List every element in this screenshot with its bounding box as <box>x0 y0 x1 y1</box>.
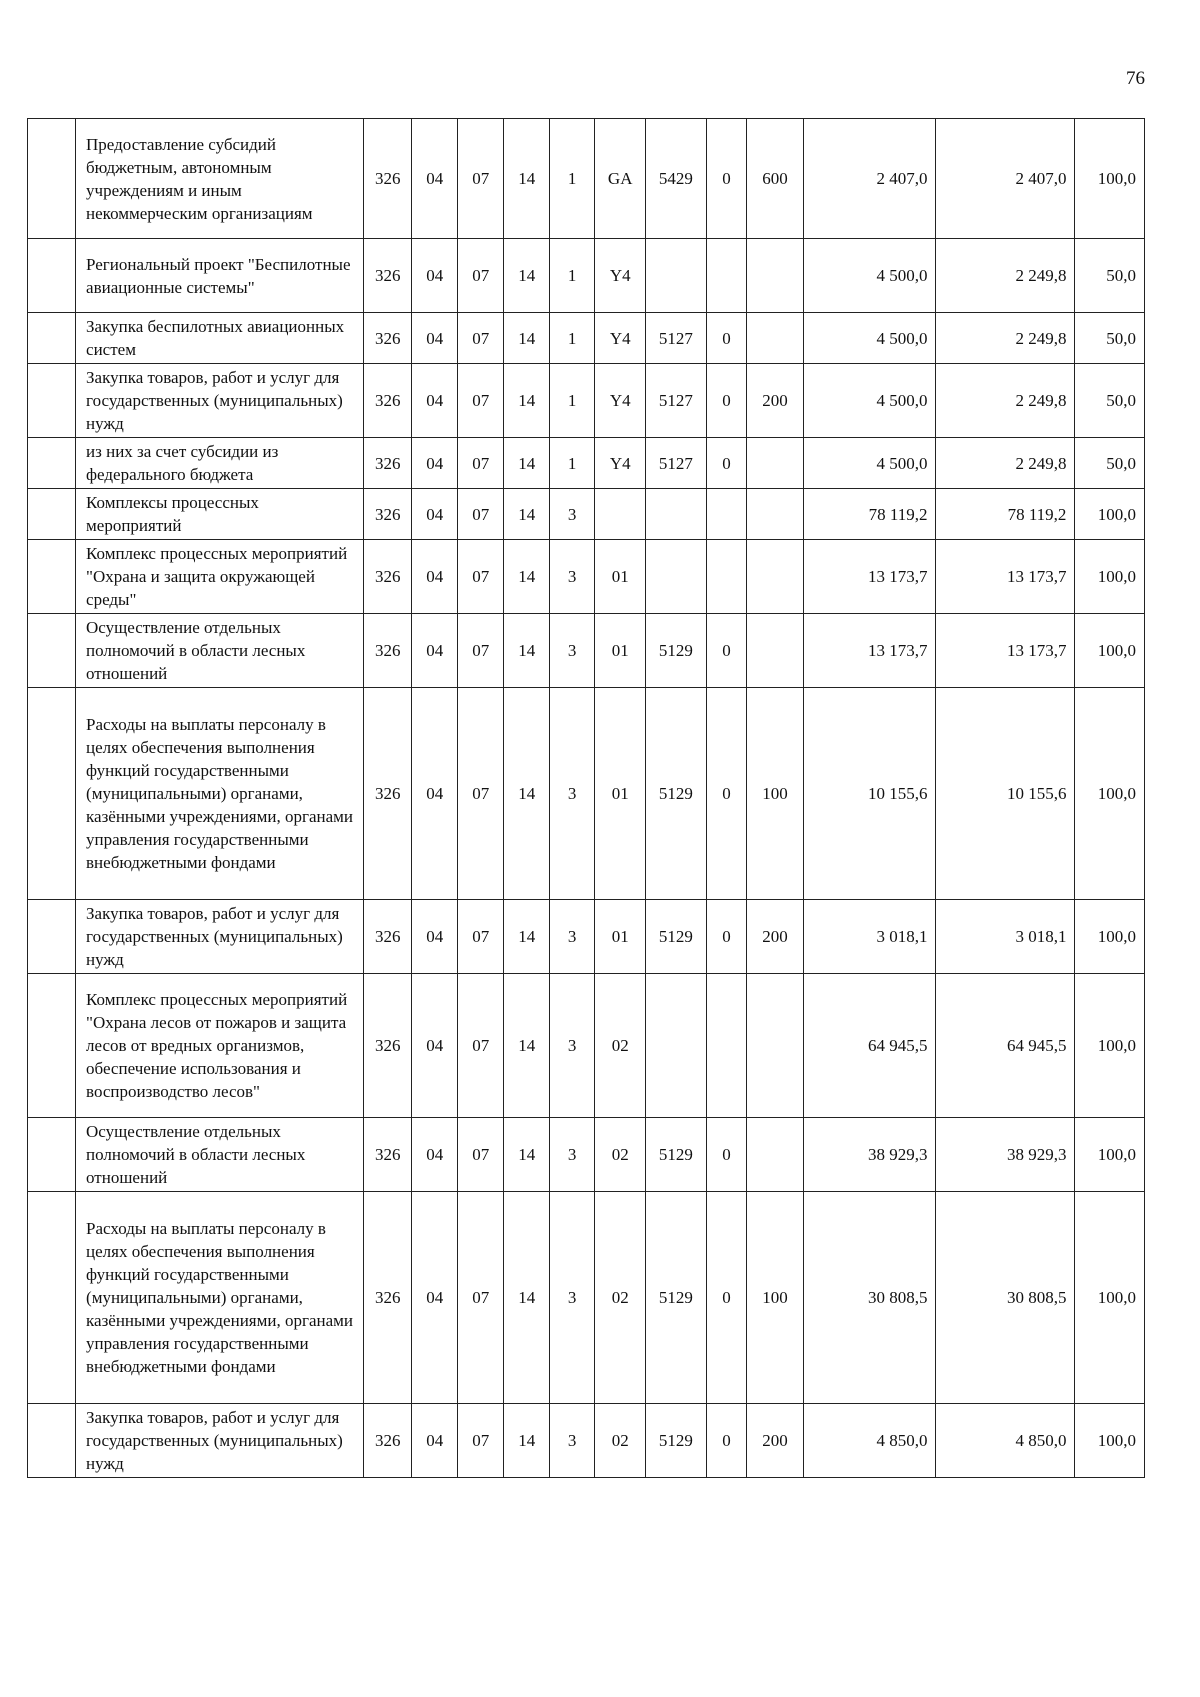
actual-amount-cell: 30 808,5 <box>936 1192 1075 1404</box>
actual-amount-cell: 38 929,3 <box>936 1118 1075 1192</box>
type-cell: 0 <box>706 1118 747 1192</box>
row-name: Предоставление субсидий бюджетным, автономным учреждениям и иным некоммерческим организациям <box>76 119 364 239</box>
project-cell: Y4 <box>595 313 646 364</box>
subsection-cell: 07 <box>458 364 504 438</box>
expense-code-cell: 5129 <box>646 1118 706 1192</box>
actual-amount-cell: 78 119,2 <box>936 489 1075 540</box>
gr-code-cell: 326 <box>364 313 412 364</box>
vr-code-cell <box>747 974 803 1118</box>
type-cell: 0 <box>706 313 747 364</box>
section-cell: 04 <box>412 313 458 364</box>
percent-cell: 100,0 <box>1075 119 1145 239</box>
project-cell: 02 <box>595 1192 646 1404</box>
row-number-cell <box>28 900 76 974</box>
type-cell <box>706 239 747 313</box>
planned-amount-cell: 13 173,7 <box>803 540 936 614</box>
gr-code-cell: 326 <box>364 239 412 313</box>
expense-code-cell: 5429 <box>646 119 706 239</box>
expense-code-cell: 5129 <box>646 1192 706 1404</box>
project-cell: 02 <box>595 1118 646 1192</box>
planned-amount-cell: 64 945,5 <box>803 974 936 1118</box>
planned-amount-cell: 4 500,0 <box>803 364 936 438</box>
vr-code-cell <box>747 489 803 540</box>
vr-code-cell: 100 <box>747 688 803 900</box>
expense-code-cell: 5129 <box>646 900 706 974</box>
budget-table <box>27 118 1145 1478</box>
subsection-cell: 07 <box>458 540 504 614</box>
section-cell: 04 <box>412 1192 458 1404</box>
program-cell: 14 <box>504 1192 550 1404</box>
type-cell: 0 <box>706 614 747 688</box>
subsection-cell: 07 <box>458 1192 504 1404</box>
vr-code-cell <box>747 540 803 614</box>
type-cell <box>706 540 747 614</box>
table-row <box>28 239 1145 313</box>
planned-amount-cell: 13 173,7 <box>803 614 936 688</box>
planned-amount-cell: 10 155,6 <box>803 688 936 900</box>
program-cell: 14 <box>504 540 550 614</box>
section-cell: 04 <box>412 540 458 614</box>
subsection-cell: 07 <box>458 900 504 974</box>
table-row <box>28 438 1145 489</box>
actual-amount-cell: 2 249,8 <box>936 239 1075 313</box>
percent-cell: 50,0 <box>1075 239 1145 313</box>
subsection-cell: 07 <box>458 489 504 540</box>
gr-code-cell: 326 <box>364 1192 412 1404</box>
vr-code-cell <box>747 614 803 688</box>
actual-amount-cell: 13 173,7 <box>936 614 1075 688</box>
project-cell: 02 <box>595 1404 646 1478</box>
expense-code-cell <box>646 540 706 614</box>
row-name: Закупка беспилотных авиационных систем <box>76 313 364 364</box>
percent-cell: 50,0 <box>1075 364 1145 438</box>
vr-code-cell: 200 <box>747 364 803 438</box>
percent-cell: 100,0 <box>1075 1118 1145 1192</box>
page-number: 76 <box>1126 68 1145 89</box>
percent-cell: 50,0 <box>1075 438 1145 489</box>
actual-amount-cell: 10 155,6 <box>936 688 1075 900</box>
subsection-cell: 07 <box>458 239 504 313</box>
table-row <box>28 614 1145 688</box>
vr-code-cell: 200 <box>747 900 803 974</box>
direction-cell: 1 <box>550 438 595 489</box>
row-number-cell <box>28 119 76 239</box>
direction-cell: 3 <box>550 974 595 1118</box>
planned-amount-cell: 4 850,0 <box>803 1404 936 1478</box>
section-cell: 04 <box>412 119 458 239</box>
table-row <box>28 1404 1145 1478</box>
percent-cell: 100,0 <box>1075 489 1145 540</box>
row-number-cell <box>28 1404 76 1478</box>
planned-amount-cell: 38 929,3 <box>803 1118 936 1192</box>
planned-amount-cell: 4 500,0 <box>803 438 936 489</box>
table-row <box>28 1192 1145 1404</box>
expense-code-cell: 5129 <box>646 1404 706 1478</box>
row-number-cell <box>28 489 76 540</box>
table-row <box>28 900 1145 974</box>
percent-cell: 100,0 <box>1075 1404 1145 1478</box>
planned-amount-cell: 4 500,0 <box>803 313 936 364</box>
actual-amount-cell: 2 249,8 <box>936 438 1075 489</box>
project-cell: 01 <box>595 540 646 614</box>
direction-cell: 3 <box>550 540 595 614</box>
section-cell: 04 <box>412 900 458 974</box>
table-row <box>28 119 1145 239</box>
program-cell: 14 <box>504 489 550 540</box>
row-number-cell <box>28 313 76 364</box>
row-name: Комплексы процессных мероприятий <box>76 489 364 540</box>
actual-amount-cell: 2 407,0 <box>936 119 1075 239</box>
subsection-cell: 07 <box>458 1404 504 1478</box>
percent-cell: 100,0 <box>1075 540 1145 614</box>
section-cell: 04 <box>412 239 458 313</box>
project-cell: 02 <box>595 974 646 1118</box>
program-cell: 14 <box>504 119 550 239</box>
row-name: Осуществление отдельных полномочий в области лесных отношений <box>76 1118 364 1192</box>
vr-code-cell <box>747 313 803 364</box>
actual-amount-cell: 64 945,5 <box>936 974 1075 1118</box>
percent-cell: 50,0 <box>1075 313 1145 364</box>
vr-code-cell: 100 <box>747 1192 803 1404</box>
table-row <box>28 313 1145 364</box>
program-cell: 14 <box>504 1404 550 1478</box>
actual-amount-cell: 3 018,1 <box>936 900 1075 974</box>
section-cell: 04 <box>412 438 458 489</box>
gr-code-cell: 326 <box>364 688 412 900</box>
type-cell: 0 <box>706 1192 747 1404</box>
type-cell <box>706 489 747 540</box>
program-cell: 14 <box>504 239 550 313</box>
program-cell: 14 <box>504 1118 550 1192</box>
row-name: Комплекс процессных мероприятий "Охрана лесов от пожаров и защита лесов от вредных организмов, обеспечение использования и воспроизводство лесов" <box>76 974 364 1118</box>
row-name: Расходы на выплаты персоналу в целях обеспечения выполнения функций государственными (муниципальными) органами, казёнными учреждениями, органами управления государственными внебюджетными фондами <box>76 688 364 900</box>
section-cell: 04 <box>412 489 458 540</box>
direction-cell: 1 <box>550 313 595 364</box>
gr-code-cell: 326 <box>364 119 412 239</box>
direction-cell: 3 <box>550 900 595 974</box>
gr-code-cell: 326 <box>364 1404 412 1478</box>
row-number-cell <box>28 540 76 614</box>
subsection-cell: 07 <box>458 119 504 239</box>
direction-cell: 3 <box>550 688 595 900</box>
direction-cell: 3 <box>550 1118 595 1192</box>
subsection-cell: 07 <box>458 614 504 688</box>
expense-code-cell: 5127 <box>646 364 706 438</box>
row-number-cell <box>28 1192 76 1404</box>
vr-code-cell <box>747 1118 803 1192</box>
type-cell: 0 <box>706 364 747 438</box>
program-cell: 14 <box>504 900 550 974</box>
program-cell: 14 <box>504 438 550 489</box>
vr-code-cell <box>747 438 803 489</box>
gr-code-cell: 326 <box>364 614 412 688</box>
expense-code-cell: 5129 <box>646 614 706 688</box>
row-number-cell <box>28 974 76 1118</box>
planned-amount-cell: 4 500,0 <box>803 239 936 313</box>
table-row <box>28 974 1145 1118</box>
row-number-cell <box>28 688 76 900</box>
type-cell: 0 <box>706 900 747 974</box>
row-name: Комплекс процессных мероприятий "Охрана и защита окружающей среды" <box>76 540 364 614</box>
gr-code-cell: 326 <box>364 364 412 438</box>
table-row <box>28 688 1145 900</box>
row-number-cell <box>28 614 76 688</box>
expense-code-cell: 5127 <box>646 313 706 364</box>
expense-code-cell: 5127 <box>646 438 706 489</box>
section-cell: 04 <box>412 1404 458 1478</box>
subsection-cell: 07 <box>458 438 504 489</box>
type-cell <box>706 974 747 1118</box>
type-cell: 0 <box>706 1404 747 1478</box>
vr-code-cell: 200 <box>747 1404 803 1478</box>
project-cell: 01 <box>595 688 646 900</box>
percent-cell: 100,0 <box>1075 614 1145 688</box>
subsection-cell: 07 <box>458 1118 504 1192</box>
table-row <box>28 1118 1145 1192</box>
row-name: Осуществление отдельных полномочий в области лесных отношений <box>76 614 364 688</box>
section-cell: 04 <box>412 614 458 688</box>
row-name: из них за счет субсидии из федерального бюджета <box>76 438 364 489</box>
program-cell: 14 <box>504 313 550 364</box>
direction-cell: 3 <box>550 489 595 540</box>
direction-cell: 3 <box>550 1192 595 1404</box>
row-name: Расходы на выплаты персоналу в целях обеспечения выполнения функций государственными (муниципальными) органами, казёнными учреждениями, органами управления государственными внебюджетными фондами <box>76 1192 364 1404</box>
section-cell: 04 <box>412 364 458 438</box>
percent-cell: 100,0 <box>1075 974 1145 1118</box>
row-number-cell <box>28 239 76 313</box>
section-cell: 04 <box>412 974 458 1118</box>
direction-cell: 3 <box>550 1404 595 1478</box>
vr-code-cell <box>747 239 803 313</box>
direction-cell: 1 <box>550 119 595 239</box>
actual-amount-cell: 4 850,0 <box>936 1404 1075 1478</box>
type-cell: 0 <box>706 119 747 239</box>
planned-amount-cell: 78 119,2 <box>803 489 936 540</box>
planned-amount-cell: 3 018,1 <box>803 900 936 974</box>
project-cell: 01 <box>595 614 646 688</box>
row-name: Региональный проект "Беспилотные авиационные системы" <box>76 239 364 313</box>
percent-cell: 100,0 <box>1075 1192 1145 1404</box>
type-cell: 0 <box>706 688 747 900</box>
program-cell: 14 <box>504 974 550 1118</box>
project-cell: Y4 <box>595 239 646 313</box>
row-number-cell <box>28 364 76 438</box>
row-name: Закупка товаров, работ и услуг для государственных (муниципальных) нужд <box>76 1404 364 1478</box>
table-row <box>28 364 1145 438</box>
table-row <box>28 540 1145 614</box>
program-cell: 14 <box>504 614 550 688</box>
section-cell: 04 <box>412 1118 458 1192</box>
program-cell: 14 <box>504 364 550 438</box>
expense-code-cell <box>646 239 706 313</box>
subsection-cell: 07 <box>458 313 504 364</box>
gr-code-cell: 326 <box>364 540 412 614</box>
gr-code-cell: 326 <box>364 438 412 489</box>
subsection-cell: 07 <box>458 974 504 1118</box>
project-cell: GA <box>595 119 646 239</box>
project-cell: Y4 <box>595 364 646 438</box>
row-number-cell <box>28 438 76 489</box>
expense-code-cell <box>646 974 706 1118</box>
project-cell: Y4 <box>595 438 646 489</box>
direction-cell: 3 <box>550 614 595 688</box>
row-number-cell <box>28 1118 76 1192</box>
subsection-cell: 07 <box>458 688 504 900</box>
planned-amount-cell: 2 407,0 <box>803 119 936 239</box>
direction-cell: 1 <box>550 364 595 438</box>
actual-amount-cell: 2 249,8 <box>936 364 1075 438</box>
project-cell <box>595 489 646 540</box>
gr-code-cell: 326 <box>364 974 412 1118</box>
row-name: Закупка товаров, работ и услуг для государственных (муниципальных) нужд <box>76 364 364 438</box>
percent-cell: 100,0 <box>1075 900 1145 974</box>
project-cell: 01 <box>595 900 646 974</box>
percent-cell: 100,0 <box>1075 688 1145 900</box>
expense-code-cell <box>646 489 706 540</box>
table-row <box>28 489 1145 540</box>
planned-amount-cell: 30 808,5 <box>803 1192 936 1404</box>
actual-amount-cell: 13 173,7 <box>936 540 1075 614</box>
vr-code-cell: 600 <box>747 119 803 239</box>
expense-code-cell: 5129 <box>646 688 706 900</box>
row-name: Закупка товаров, работ и услуг для государственных (муниципальных) нужд <box>76 900 364 974</box>
program-cell: 14 <box>504 688 550 900</box>
actual-amount-cell: 2 249,8 <box>936 313 1075 364</box>
direction-cell: 1 <box>550 239 595 313</box>
type-cell: 0 <box>706 438 747 489</box>
section-cell: 04 <box>412 688 458 900</box>
gr-code-cell: 326 <box>364 489 412 540</box>
gr-code-cell: 326 <box>364 900 412 974</box>
gr-code-cell: 326 <box>364 1118 412 1192</box>
